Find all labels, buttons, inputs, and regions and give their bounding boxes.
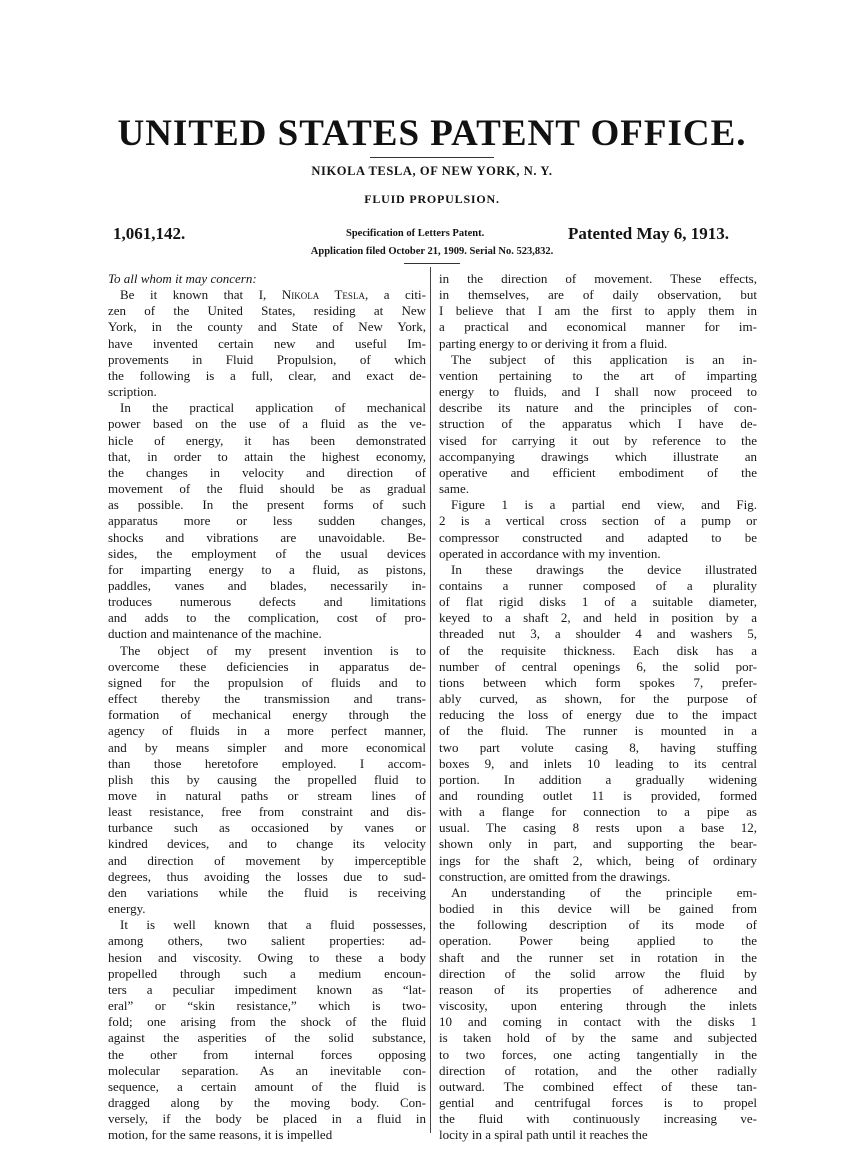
specification-label: Specification of Letters Patent. [346, 228, 485, 239]
text-line: number of central openings 6, the solid por- [439, 658, 757, 674]
text-line: locity in a spiral path until it reaches the [439, 1127, 648, 1143]
text-line: the fluid with continuously increasing ve- [439, 1111, 757, 1127]
text-line: a practical and economical manner for im- [439, 319, 757, 335]
text-line: apparatus more or less sudden changes, [108, 513, 426, 529]
opening-suffix: , a citi- [364, 287, 426, 303]
text-line: energy. [108, 901, 146, 917]
text-line: have invented certain new and useful Im- [108, 335, 426, 351]
text-line: in themselves, are of daily observation, but [439, 287, 757, 303]
opening-line [108, 287, 426, 303]
text-line: troduces numerous defects and limitations [108, 594, 426, 610]
text-line: threaded nut 3, a shoulder 4 and washers 5, [439, 626, 757, 642]
text-line: tions between which form spokes 7, prefer- [439, 674, 757, 690]
text-line: molecular separation. As an inevitable con- [108, 1062, 426, 1078]
text-line: as possible. In the present forms of such [108, 497, 426, 513]
text-line: reason of its properties of adherence and [439, 981, 757, 997]
text-line: shown only in part, and supporting the bear- [439, 836, 757, 852]
text-line: ings for the shaft 2, which, being of ordinary [439, 852, 757, 868]
text-line: least resistance, free from constraint and dis- [108, 804, 426, 820]
text-line: direction of the solid arrow the fluid by [439, 965, 757, 981]
text-line: formation of mechanical energy through the [108, 707, 426, 723]
text-line: outward. The combined effect of these tan- [439, 1078, 757, 1094]
text-line: gential and centrifugal forces is to propel [439, 1094, 757, 1110]
text-line: In the practical application of mechanical [120, 400, 426, 416]
text-line: operation. Power being applied to the [439, 933, 757, 949]
text-line: parting energy to or deriving it from a fluid. [439, 335, 668, 351]
text-line: propelled through such a medium encoun- [108, 965, 426, 981]
text-line: to two forces, one acting tangentially in the [439, 1046, 757, 1062]
text-line: and by means simpler and more economical [108, 739, 426, 755]
text-line: movement of the fluid should be as gradual [108, 481, 426, 497]
text-line: The subject of this application is an in- [451, 351, 757, 367]
text-line: same. [439, 481, 469, 497]
inventor-name: Nikola Tesla [281, 287, 365, 303]
text-line: fold; one arising from the shock of the fluid [108, 1014, 426, 1030]
text-line: ters a peculiar impediment known as “lat- [108, 981, 426, 997]
text-line: portion. In addition a gradually widening [439, 771, 757, 787]
text-line: compressor constructed and adapted to be [439, 529, 757, 545]
text-line: with a flange for connection to a pipe as [439, 804, 757, 820]
text-line: boxes 9, and inlets 10 leading to its central [439, 755, 757, 771]
text-line: vised for carrying it out by reference to the [439, 432, 757, 448]
text-line: sides, the employment of the usual devices [108, 545, 426, 561]
text-line: shaft and the runner set in rotation in the [439, 949, 757, 965]
text-line: Figure 1 is a partial end view, and Fig. [451, 497, 757, 513]
text-line: In these drawings the device illustrated [451, 561, 757, 577]
column-divider [430, 267, 431, 1133]
office-title: UNITED STATES PATENT OFFICE. [117, 113, 747, 154]
text-line: of flat rigid disks 1 of a suitable diameter, [439, 594, 757, 610]
text-line: plish this by causing the propelled fluid to [108, 771, 426, 787]
text-line: the following description of its mode of [439, 917, 757, 933]
salutation: To all whom it may concern: [108, 271, 257, 286]
text-line: and direction of movement by imperceptible [108, 852, 426, 868]
text-line: 2 is a vertical cross section of a pump or [439, 513, 757, 529]
text-line: operated in accordance with my invention. [439, 545, 661, 561]
text-line: power based on the use of a fluid as the ve- [108, 416, 426, 432]
text-line: eral” or “skin resistance,” which is two- [108, 998, 426, 1014]
text-line: den variations while the fluid is receiving [108, 884, 426, 900]
text-line: shocks and vibrations are unavoidable. Be- [108, 529, 426, 545]
text-line: operative and efficient embodiment of the [439, 464, 757, 480]
patented-date: Patented May 6, 1913. [568, 224, 730, 243]
text-line: energy to fluids, and I shall now proceed to [439, 384, 757, 400]
text-line: that, in order to attain the highest economy, [108, 448, 426, 464]
text-line: kindred devices, and to change its velocity [108, 836, 426, 852]
text-line: keyed to a shaft 2, and held in position by a [439, 610, 757, 626]
text-line: and rounding outlet 11 is provided, formed [439, 788, 757, 803]
text-line: among others, two salient properties: ad- [108, 933, 426, 949]
application-line: Application filed October 21, 1909. Serial No. 523,832. [310, 246, 554, 257]
text-line: agency of fluids in a more perfect manner, [108, 723, 426, 739]
header-rule [404, 263, 460, 264]
text-line: turbance such as occasioned by vanes or [108, 820, 426, 836]
text-line: hicle of energy, it has been demonstrated [108, 432, 426, 448]
text-line: for imparting energy to a fluid, as pistons, [108, 561, 426, 577]
text-line: two part volute casing 8, having stuffing [439, 739, 757, 755]
title-rule [370, 157, 494, 158]
patent-number: 1,061,142. [113, 224, 186, 243]
text-line: the changes in velocity and direction of [108, 464, 426, 480]
text-line: struction of the apparatus which I have de- [439, 416, 757, 432]
right-column [439, 271, 757, 1143]
text-line: and adds to the complication, cost of pro- [108, 610, 426, 626]
text-line: move in natural paths or stream lines of [108, 788, 426, 803]
text-line: in the direction of movement. These effects, [439, 271, 757, 286]
inventor-line: NIKOLA TESLA, OF NEW YORK, N. Y. [311, 164, 553, 178]
text-line: vention pertaining to the art of imparting [439, 367, 757, 383]
text-line: direction of rotation, and the other radially [439, 1062, 757, 1078]
text-line: hesion and viscosity. Owing to these a body [108, 949, 426, 965]
text-line: An understanding of the principle em- [451, 884, 757, 900]
text-line: usual. The casing 8 rests upon a base 12, [439, 820, 757, 836]
text-line: of the requisite thickness. Each disk has a [439, 642, 757, 658]
invention-title: FLUID PROPULSION. [364, 192, 500, 206]
text-line: motion, for the same reasons, it is impelled [108, 1127, 333, 1143]
text-line: reducing the loss of energy due to the impact [439, 707, 757, 723]
text-line: overcome these deficiencies in apparatus de- [108, 658, 426, 674]
text-line: viscosity, upon entering through the inlets [439, 998, 757, 1014]
text-line: scription. [108, 384, 157, 400]
text-line: the following is a full, clear, and exact de- [108, 367, 426, 383]
text-line: of the fluid. The runner is mounted in a [439, 723, 757, 739]
text-line: paddles, vanes and blades, necessarily in- [108, 577, 426, 593]
opening-prefix: Be it known that I, [120, 287, 282, 303]
text-line: versely, if the body be placed in a fluid in [108, 1111, 426, 1127]
left-column [108, 271, 426, 1143]
text-line: sequence, a certain amount of the fluid is [108, 1078, 426, 1094]
text-line: than those heretofore employed. I accom- [108, 755, 426, 771]
text-line: degrees, thus avoiding the losses due to sud- [108, 868, 426, 884]
text-line: 10 and coming in contact with the disks 1 [439, 1014, 757, 1030]
text-line: signed for the propulsion of fluids and to [108, 674, 426, 690]
text-line: It is well known that a fluid possesses, [120, 917, 426, 933]
text-line: contains a runner composed of a plurality [439, 577, 757, 593]
text-line: dragged along by the moving body. Con- [108, 1094, 426, 1110]
text-line: construction, are omitted from the drawings. [439, 868, 671, 884]
text-line: against the asperities of the solid substance, [108, 1030, 426, 1046]
text-line: I believe that I am the first to apply them in [439, 303, 757, 319]
text-line: duction and maintenance of the machine. [108, 626, 322, 642]
text-line: the other from internal forces opposing [108, 1046, 426, 1062]
text-line: ably curved, as shown, for the purpose of [439, 691, 757, 707]
text-line: describe its nature and the principles of con- [439, 400, 757, 416]
text-line: York, in the county and State of New York, [108, 319, 426, 335]
text-line: is taken hold of by the same and subjected [439, 1030, 757, 1046]
text-line: The object of my present invention is to [120, 642, 426, 658]
text-line: zen of the United States, residing at New [108, 303, 426, 319]
text-line: bodied in this device will be gained from [439, 901, 757, 917]
text-line: effect thereby the transmission and trans- [108, 691, 426, 707]
text-line: provements in Fluid Propulsion, of which [108, 351, 426, 367]
text-line: accompanying drawings which illustrate an [439, 448, 757, 464]
